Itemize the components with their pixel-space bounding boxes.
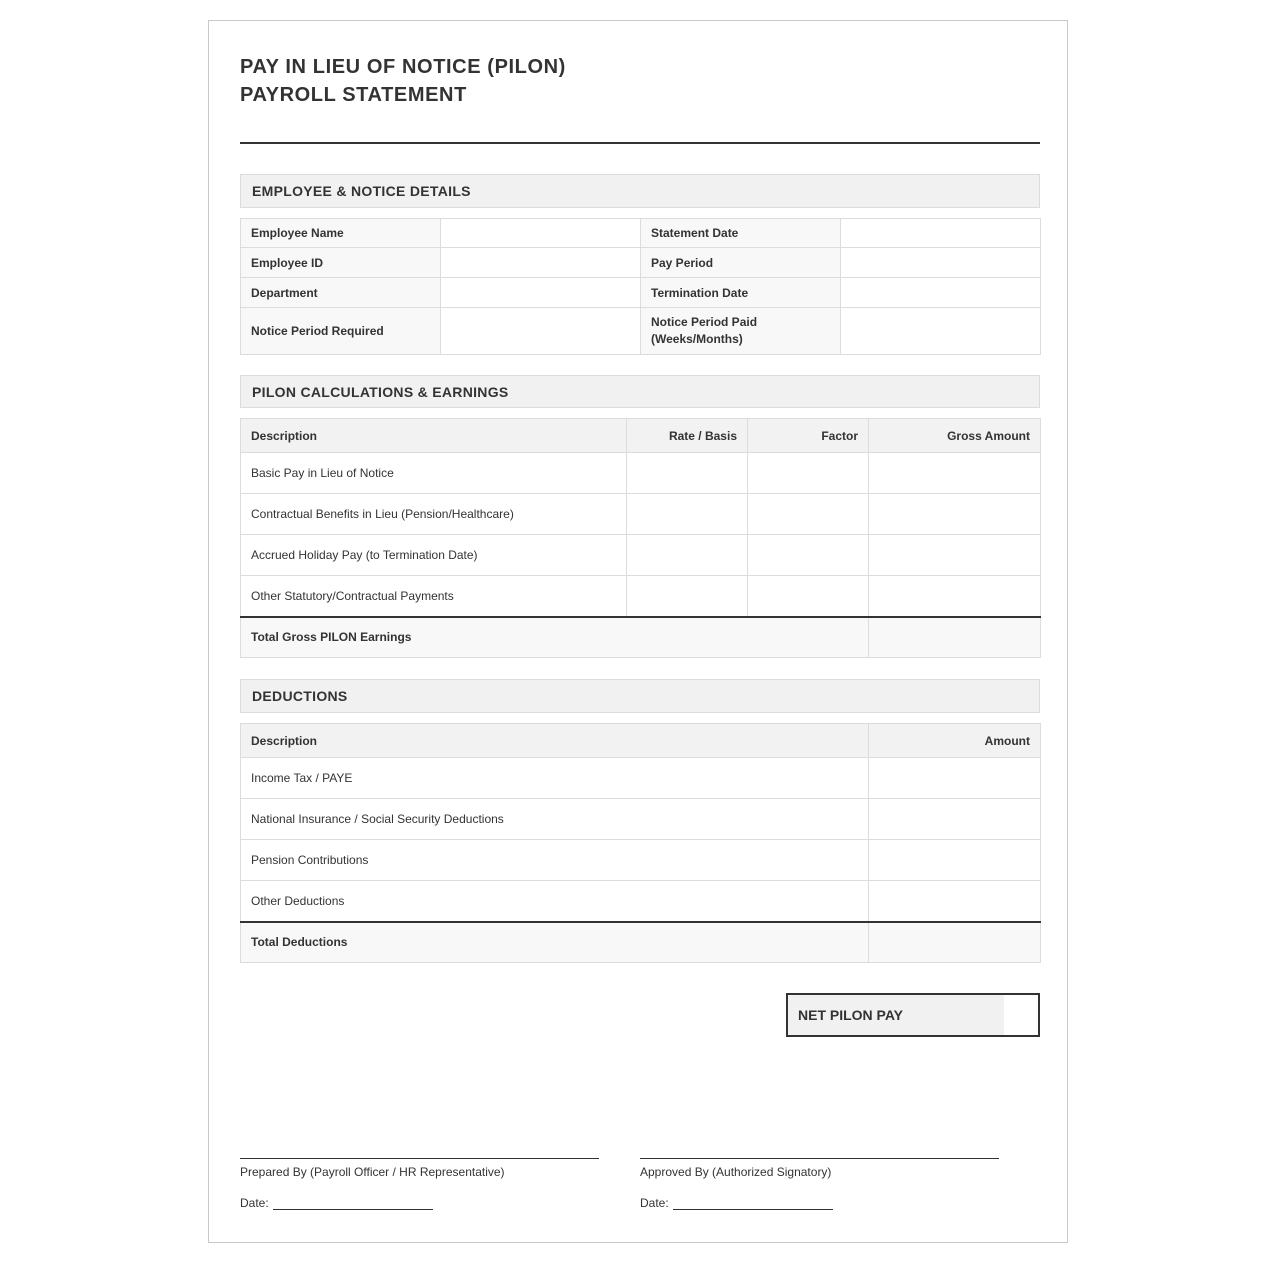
pay-period-label: Pay Period: [641, 248, 841, 278]
col-rate-basis: Rate / Basis: [627, 419, 748, 453]
document-title: [240, 53, 566, 109]
signature-line[interactable]: [240, 1158, 599, 1159]
prepared-by-signature: [240, 1158, 599, 1210]
deductions-header-row: [241, 724, 1041, 758]
deduction-description: Other Deductions: [241, 881, 869, 922]
net-pay-label: NET PILON PAY: [788, 995, 1004, 1035]
col-amount: Amount: [869, 724, 1041, 758]
date-label: Date:: [240, 1196, 269, 1210]
col-description: Description: [241, 724, 869, 758]
notice-period-required-field[interactable]: [441, 308, 641, 355]
approved-date: [640, 1196, 999, 1210]
termination-date-label: Termination Date: [641, 278, 841, 308]
gross-amount-field[interactable]: [869, 453, 1041, 494]
department-field[interactable]: [441, 278, 641, 308]
table-row: [241, 494, 1041, 535]
deduction-amount-field[interactable]: [869, 799, 1041, 840]
earnings-table: [240, 418, 1041, 658]
signature-line[interactable]: [640, 1158, 999, 1159]
employee-id-label: Employee ID: [241, 248, 441, 278]
factor-field[interactable]: [748, 494, 869, 535]
col-factor: Factor: [748, 419, 869, 453]
deduction-description: Income Tax / PAYE: [241, 758, 869, 799]
details-row: [241, 278, 1041, 308]
table-row: [241, 881, 1041, 922]
title-line-2: PAYROLL STATEMENT: [240, 84, 467, 106]
table-row: [241, 799, 1041, 840]
deduction-description: Pension Contributions: [241, 840, 869, 881]
rate-field[interactable]: [627, 535, 748, 576]
total-deductions-field[interactable]: [869, 922, 1041, 963]
employee-name-field[interactable]: [441, 219, 641, 248]
table-row: [241, 840, 1041, 881]
details-row: [241, 219, 1041, 248]
employee-id-field[interactable]: [441, 248, 641, 278]
notice-period-paid-field[interactable]: [841, 308, 1041, 355]
table-row: [241, 576, 1041, 617]
employee-details-table: [240, 218, 1041, 355]
earning-description: Contractual Benefits in Lieu (Pension/Healthcare): [241, 494, 627, 535]
gross-amount-field[interactable]: [869, 535, 1041, 576]
deductions-table: [240, 723, 1041, 963]
approved-by-caption: Approved By (Authorized Signatory): [640, 1165, 832, 1179]
deduction-amount-field[interactable]: [869, 758, 1041, 799]
table-row: [241, 453, 1041, 494]
statement-date-label: Statement Date: [641, 219, 841, 248]
table-row: [241, 535, 1041, 576]
col-gross-amount: Gross Amount: [869, 419, 1041, 453]
department-label: Department: [241, 278, 441, 308]
table-row: [241, 758, 1041, 799]
factor-field[interactable]: [748, 535, 869, 576]
net-pay-box: [786, 993, 1040, 1037]
rate-field[interactable]: [627, 494, 748, 535]
earnings-header-row: [241, 419, 1041, 453]
total-deductions-label: Total Deductions: [241, 922, 869, 963]
gross-amount-field[interactable]: [869, 494, 1041, 535]
gross-amount-field[interactable]: [869, 576, 1041, 617]
rate-field[interactable]: [627, 453, 748, 494]
earning-description: Other Statutory/Contractual Payments: [241, 576, 627, 617]
col-description: Description: [241, 419, 627, 453]
total-gross-row: [241, 617, 1041, 658]
details-row: [241, 308, 1041, 355]
total-gross-label: Total Gross PILON Earnings: [241, 617, 869, 658]
employee-section-heading: EMPLOYEE & NOTICE DETAILS: [240, 174, 1040, 208]
earnings-section-heading: PILON CALCULATIONS & EARNINGS: [240, 375, 1040, 408]
title-line-1: PAY IN LIEU OF NOTICE (PILON): [240, 56, 566, 78]
deduction-description: National Insurance / Social Security Deductions: [241, 799, 869, 840]
deduction-amount-field[interactable]: [869, 881, 1041, 922]
statement-date-field[interactable]: [841, 219, 1041, 248]
net-pay-field[interactable]: [1004, 995, 1038, 1035]
title-divider: [240, 142, 1040, 144]
notice-period-required-label: Notice Period Required: [241, 308, 441, 355]
total-deductions-row: [241, 922, 1041, 963]
earning-description: Accrued Holiday Pay (to Termination Date): [241, 535, 627, 576]
deductions-section-heading: DEDUCTIONS: [240, 679, 1040, 713]
deduction-amount-field[interactable]: [869, 840, 1041, 881]
employee-name-label: Employee Name: [241, 219, 441, 248]
total-gross-field[interactable]: [869, 617, 1041, 658]
approved-by-signature: [640, 1158, 999, 1210]
prepared-date: [240, 1196, 599, 1210]
document-page: [208, 20, 1068, 1243]
factor-field[interactable]: [748, 453, 869, 494]
notice-period-paid-label: Notice Period Paid (Weeks/Months): [641, 308, 841, 355]
details-row: [241, 248, 1041, 278]
rate-field[interactable]: [627, 576, 748, 617]
factor-field[interactable]: [748, 576, 869, 617]
prepared-by-caption: Prepared By (Payroll Officer / HR Representative): [240, 1165, 505, 1179]
date-line[interactable]: [673, 1199, 833, 1210]
earning-description: Basic Pay in Lieu of Notice: [241, 453, 627, 494]
date-line[interactable]: [273, 1199, 433, 1210]
termination-date-field[interactable]: [841, 278, 1041, 308]
pay-period-field[interactable]: [841, 248, 1041, 278]
date-label: Date:: [640, 1196, 669, 1210]
